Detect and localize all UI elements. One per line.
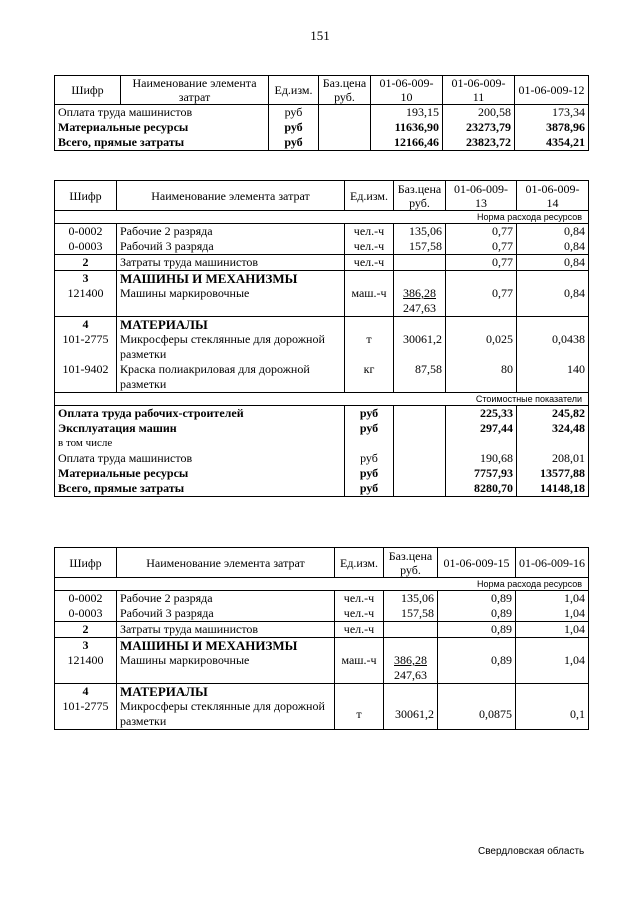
row-unit: руб	[269, 120, 319, 135]
row-unit: т	[335, 699, 384, 730]
row-code: 101-2775	[55, 699, 117, 730]
row-value: 11636,90	[371, 120, 443, 135]
header-unit: Ед.изм.	[269, 76, 319, 105]
header-name: Наименование элемента затрат	[117, 548, 335, 578]
row-value: 0,77	[446, 224, 517, 240]
row-value: 1,04	[516, 591, 589, 607]
header-price: Баз.цена руб.	[384, 548, 438, 578]
header-code: Шифр	[55, 181, 117, 211]
cost-value: 225,33	[446, 406, 517, 422]
row-value: 0,84	[517, 239, 589, 255]
row-price: 135,06	[384, 591, 438, 607]
header-unit: Ед.изм.	[335, 548, 384, 578]
row-value: 0,84	[517, 224, 589, 240]
header-col1: 01-06-009-15	[438, 548, 516, 578]
row-value: 1,04	[516, 622, 589, 638]
row-unit: маш.-ч	[345, 286, 394, 317]
row-value: 0,89	[438, 653, 516, 684]
cost-name: Материальные ресурсы	[55, 466, 345, 481]
row-name: Машины маркировочные	[117, 286, 345, 317]
resource-table-3	[54, 547, 589, 730]
row-unit: чел.-ч	[345, 224, 394, 240]
section-code: 4	[55, 684, 117, 700]
table-row	[55, 255, 589, 271]
cost-name: Оплата труда машинистов	[55, 451, 345, 466]
section-code: 3	[55, 638, 117, 654]
row-value: 4354,21	[515, 135, 589, 151]
row-unit: чел.-ч	[345, 255, 394, 271]
section-title: МАШИНЫ И МЕХАНИЗМЫ	[117, 271, 345, 287]
row-value: 0,84	[517, 255, 589, 271]
resource-table-2	[54, 180, 589, 497]
row-value: 0,77	[446, 286, 517, 317]
row-value: 0,89	[438, 622, 516, 638]
row-value: 193,15	[371, 105, 443, 121]
cost-unit: руб	[345, 466, 394, 481]
cost-name: в том числе	[55, 436, 345, 451]
row-code: 121400	[55, 653, 117, 684]
cost-value: 297,44	[446, 421, 517, 436]
row-value: 0,1	[516, 699, 589, 730]
table-row	[55, 606, 589, 622]
table-header-row	[55, 548, 589, 578]
cost-unit: руб	[345, 451, 394, 466]
row-value: 23273,79	[443, 120, 515, 135]
cost-row	[55, 466, 589, 481]
table-row	[55, 224, 589, 240]
row-price: 30061,2	[394, 332, 446, 362]
row-name: Рабочий 3 разряда	[117, 239, 345, 255]
table-row	[55, 622, 589, 638]
row-value: 0,0438	[517, 332, 589, 362]
table-row	[55, 286, 589, 317]
row-price: 157,58	[394, 239, 446, 255]
section-row	[55, 684, 589, 700]
header-code: Шифр	[55, 76, 121, 105]
header-col2: 01-06-009-11	[443, 76, 515, 105]
row-value: 23823,72	[443, 135, 515, 151]
norm-label: Норма расхода ресурсов	[55, 211, 589, 224]
page-number: 151	[310, 28, 330, 43]
row-unit: т	[345, 332, 394, 362]
section-title: МАШИНЫ И МЕХАНИЗМЫ	[117, 638, 335, 654]
table-row	[55, 105, 589, 121]
row-price: 87,58	[394, 362, 446, 393]
cost-value: 8280,70	[446, 481, 517, 497]
header-name: Наименование элемента затрат	[121, 76, 269, 105]
table-header-row	[55, 181, 589, 211]
cost-value: 324,48	[517, 421, 589, 436]
row-value: 200,58	[443, 105, 515, 121]
row-code: 2	[55, 622, 117, 638]
resource-table-1	[54, 75, 589, 151]
cost-row	[55, 481, 589, 497]
price-primary: 386,28	[394, 653, 427, 667]
row-value: 3878,96	[515, 120, 589, 135]
cost-value: 13577,88	[517, 466, 589, 481]
row-name: Микросферы стеклянные для дорожной разметки	[117, 699, 335, 730]
row-price	[394, 255, 446, 271]
cost-unit: руб	[345, 421, 394, 436]
row-name: Микросферы стеклянные для дорожной разметки	[117, 332, 345, 362]
cost-row	[55, 436, 589, 451]
table-row	[55, 135, 589, 151]
row-code: 0-0003	[55, 606, 117, 622]
cost-unit: руб	[345, 406, 394, 422]
row-value: 1,04	[516, 606, 589, 622]
section-title: МАТЕРИАЛЫ	[117, 684, 335, 700]
section-code: 4	[55, 317, 117, 333]
cost-value: 245,82	[517, 406, 589, 422]
table-row	[55, 120, 589, 135]
cost-row	[55, 421, 589, 436]
row-unit: руб	[269, 105, 319, 121]
norm-label-row	[55, 578, 589, 591]
header-col1: 01-06-009-13	[446, 181, 517, 211]
table-row	[55, 239, 589, 255]
table-row	[55, 362, 589, 393]
row-price	[394, 286, 446, 317]
cost-row	[55, 451, 589, 466]
cost-value: 7757,93	[446, 466, 517, 481]
row-value: 0,77	[446, 255, 517, 271]
cost-value: 190,68	[446, 451, 517, 466]
row-unit: маш.-ч	[335, 653, 384, 684]
table-row	[55, 332, 589, 362]
row-name: Рабочий 3 разряда	[117, 606, 335, 622]
footer-region: Свердловская область	[478, 846, 585, 857]
header-col2: 01-06-009-14	[517, 181, 589, 211]
cost-name: Оплата труда рабочих-строителей	[55, 406, 345, 422]
table-row	[55, 591, 589, 607]
row-unit: руб	[269, 135, 319, 151]
row-unit: чел.-ч	[345, 239, 394, 255]
header-col1: 01-06-009-10	[371, 76, 443, 105]
price-secondary: 247,63	[403, 301, 436, 315]
row-code: 0-0002	[55, 591, 117, 607]
price-secondary: 247,63	[394, 668, 427, 682]
row-price: 157,58	[384, 606, 438, 622]
row-code: 2	[55, 255, 117, 271]
row-code: 0-0002	[55, 224, 117, 240]
section-row	[55, 317, 589, 333]
row-code: 0-0003	[55, 239, 117, 255]
row-value: 80	[446, 362, 517, 393]
table-row	[55, 699, 589, 730]
section-row	[55, 271, 589, 287]
row-name: Оплата труда машинистов	[55, 105, 269, 121]
row-value: 140	[517, 362, 589, 393]
row-unit: чел.-ч	[335, 622, 384, 638]
row-name: Затраты труда машинистов	[117, 255, 345, 271]
row-name: Краска полиакриловая для дорожной разметки	[117, 362, 345, 393]
norm-label: Норма расхода ресурсов	[55, 578, 589, 591]
row-value: 0,89	[438, 591, 516, 607]
row-name: Рабочие 2 разряда	[117, 224, 345, 240]
cost-label: Стоимостные показатели	[55, 393, 589, 406]
row-value: 0,025	[446, 332, 517, 362]
row-value: 0,84	[517, 286, 589, 317]
header-col3: 01-06-009-12	[515, 76, 589, 105]
header-name: Наименование элемента затрат	[117, 181, 345, 211]
row-value: 1,04	[516, 653, 589, 684]
row-name: Материальные ресурсы	[55, 120, 269, 135]
row-name: Затраты труда машинистов	[117, 622, 335, 638]
table-row	[55, 653, 589, 684]
row-price	[384, 622, 438, 638]
row-value: 173,34	[515, 105, 589, 121]
row-price	[384, 653, 438, 684]
section-title: МАТЕРИАЛЫ	[117, 317, 345, 333]
cost-value: 208,01	[517, 451, 589, 466]
row-price: 30061,2	[384, 699, 438, 730]
header-unit: Ед.изм.	[345, 181, 394, 211]
cost-name: Эксплуатация машин	[55, 421, 345, 436]
cost-row	[55, 406, 589, 422]
header-price: Баз.цена руб.	[394, 181, 446, 211]
section-row	[55, 638, 589, 654]
row-code: 101-9402	[55, 362, 117, 393]
row-value: 12166,46	[371, 135, 443, 151]
row-name: Рабочие 2 разряда	[117, 591, 335, 607]
cost-label-row	[55, 393, 589, 406]
row-value: 0,0875	[438, 699, 516, 730]
row-unit: кг	[345, 362, 394, 393]
cost-name: Всего, прямые затраты	[55, 481, 345, 497]
norm-label-row	[55, 211, 589, 224]
row-name: Всего, прямые затраты	[55, 135, 269, 151]
cost-unit: руб	[345, 481, 394, 497]
section-code: 3	[55, 271, 117, 287]
row-code: 101-2775	[55, 332, 117, 362]
row-value: 0,89	[438, 606, 516, 622]
header-col2: 01-06-009-16	[516, 548, 589, 578]
row-code: 121400	[55, 286, 117, 317]
row-value: 0,77	[446, 239, 517, 255]
cost-value: 14148,18	[517, 481, 589, 497]
row-price: 135,06	[394, 224, 446, 240]
row-unit: чел.-ч	[335, 606, 384, 622]
price-primary: 386,28	[403, 286, 436, 300]
header-code: Шифр	[55, 548, 117, 578]
row-name: Машины маркировочные	[117, 653, 335, 684]
table-header-row	[55, 76, 589, 105]
row-unit: чел.-ч	[335, 591, 384, 607]
header-price: Баз.цена руб.	[319, 76, 371, 105]
